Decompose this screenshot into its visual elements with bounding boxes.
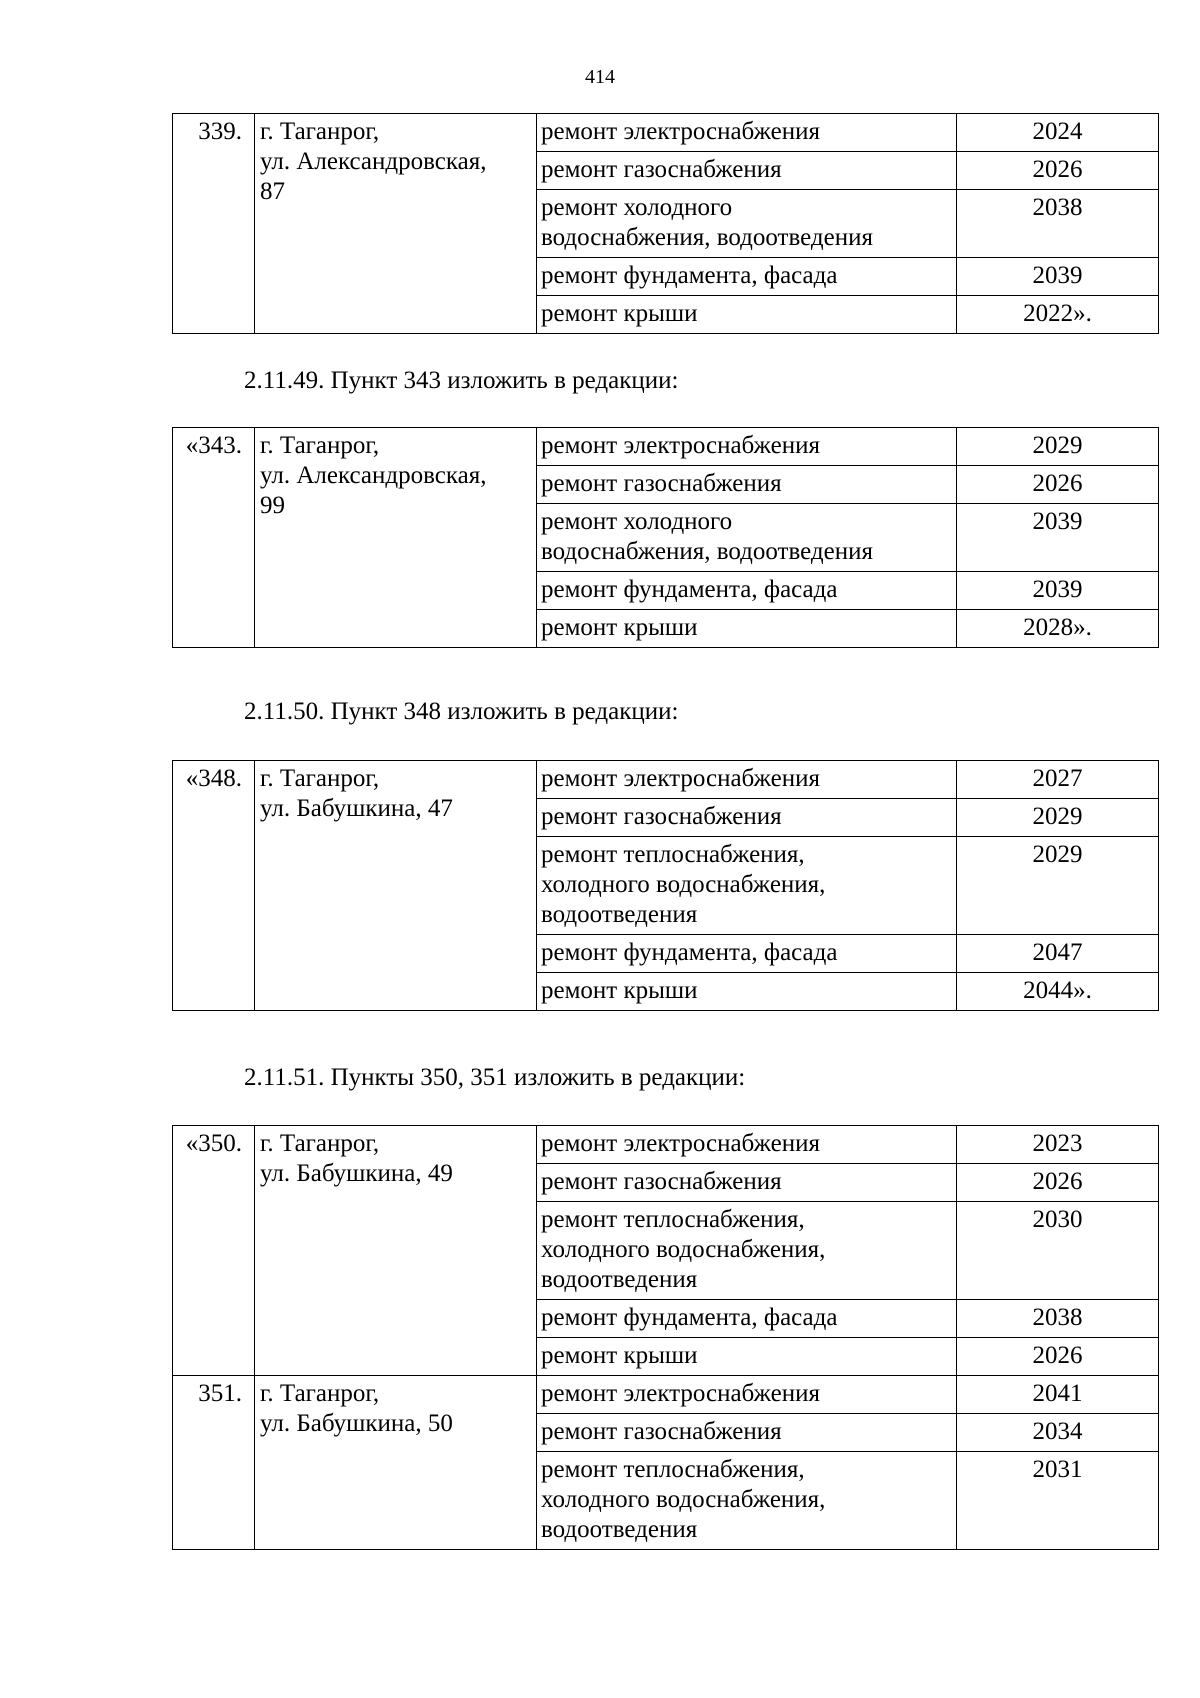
- item-number: «343.: [173, 428, 255, 648]
- work-type-cell: [537, 1300, 957, 1338]
- address-line: ул. Бабушкина, 50: [260, 1410, 453, 1437]
- repair-year: 2026: [957, 466, 1159, 504]
- repair-year: 2026: [957, 1164, 1159, 1202]
- work-type-cell: [537, 1414, 957, 1452]
- work-type-cell: [537, 1452, 957, 1550]
- work-type-cell: [537, 572, 957, 610]
- work-type-line: ремонт крыши: [541, 1342, 698, 1369]
- repair-year: 2041: [957, 1376, 1159, 1414]
- work-type-cell: [537, 258, 957, 296]
- work-type-line: ремонт электроснабжения: [541, 765, 820, 792]
- address-line: ул. Александровская,: [260, 148, 487, 175]
- table-row: [173, 761, 1159, 799]
- work-type-line: ремонт холодного: [541, 508, 733, 535]
- address-line: 99: [260, 492, 285, 519]
- work-type-cell: [537, 1202, 957, 1300]
- table-row: [173, 1376, 1159, 1414]
- work-type-line: ремонт фундамента, фасада: [541, 939, 838, 966]
- table-row: [173, 1126, 1159, 1164]
- repair-year: 2031: [957, 1452, 1159, 1550]
- item-number: «348.: [173, 761, 255, 1011]
- work-type-cell: [537, 799, 957, 837]
- repair-year: 2026: [957, 152, 1159, 190]
- work-type-line: водоснабжения, водоотведения: [541, 538, 873, 565]
- repair-year: 2044».: [957, 973, 1159, 1011]
- repair-schedule-table: [172, 113, 1159, 334]
- work-type-cell: [537, 973, 957, 1011]
- address-line: г. Таганрог,: [260, 1130, 380, 1157]
- work-type-line: ремонт фундамента, фасада: [541, 1304, 838, 1331]
- address-line: 87: [260, 178, 285, 205]
- work-type-cell: [537, 837, 957, 935]
- work-type-line: ремонт газоснабжения: [541, 803, 782, 830]
- work-type-line: ремонт электроснабжения: [541, 432, 820, 459]
- address-line: г. Таганрог,: [260, 432, 380, 459]
- repair-year: 2023: [957, 1126, 1159, 1164]
- work-type-line: холодного водоснабжения,: [541, 871, 826, 898]
- work-type-cell: [537, 190, 957, 258]
- repair-year: 2038: [957, 190, 1159, 258]
- address-cell: [255, 1376, 537, 1550]
- work-type-cell: [537, 466, 957, 504]
- address-line: ул. Бабушкина, 47: [260, 795, 453, 822]
- work-type-line: водоотведения: [541, 1266, 698, 1293]
- work-type-cell: [537, 761, 957, 799]
- address-line: г. Таганрог,: [260, 765, 380, 792]
- address-cell: [255, 428, 537, 648]
- work-type-line: ремонт фундамента, фасада: [541, 576, 838, 603]
- work-type-cell: [537, 152, 957, 190]
- repair-schedule-table: [172, 1125, 1159, 1550]
- page-number: 414: [585, 66, 615, 88]
- work-type-line: ремонт крыши: [541, 300, 698, 327]
- work-type-cell: [537, 1338, 957, 1376]
- work-type-line: ремонт газоснабжения: [541, 470, 782, 497]
- work-type-line: ремонт фундамента, фасада: [541, 262, 838, 289]
- paragraph-heading: 2.11.50. Пункт 348 изложить в редакции:: [244, 698, 679, 725]
- work-type-cell: [537, 1376, 957, 1414]
- repair-year: 2047: [957, 935, 1159, 973]
- repair-year: 2024: [957, 114, 1159, 152]
- repair-schedule-table: [172, 760, 1159, 1011]
- work-type-cell: [537, 428, 957, 466]
- repair-year: 2039: [957, 258, 1159, 296]
- work-type-cell: [537, 296, 957, 334]
- work-type-line: ремонт крыши: [541, 614, 698, 641]
- work-type-line: водоснабжения, водоотведения: [541, 224, 873, 251]
- repair-year: 2028».: [957, 610, 1159, 648]
- repair-year: 2029: [957, 428, 1159, 466]
- repair-year: 2039: [957, 572, 1159, 610]
- work-type-line: ремонт газоснабжения: [541, 156, 782, 183]
- repair-year: 2039: [957, 504, 1159, 572]
- repair-year: 2030: [957, 1202, 1159, 1300]
- table-row: [173, 428, 1159, 466]
- address-line: ул. Бабушкина, 49: [260, 1160, 453, 1187]
- work-type-line: ремонт теплоснабжения,: [541, 1456, 805, 1483]
- work-type-line: холодного водоснабжения,: [541, 1486, 826, 1513]
- work-type-line: ремонт теплоснабжения,: [541, 1206, 805, 1233]
- work-type-cell: [537, 504, 957, 572]
- repair-year: 2029: [957, 837, 1159, 935]
- repair-year: 2029: [957, 799, 1159, 837]
- address-line: ул. Александровская,: [260, 462, 487, 489]
- work-type-line: ремонт электроснабжения: [541, 1130, 820, 1157]
- repair-year: 2034: [957, 1414, 1159, 1452]
- work-type-cell: [537, 1126, 957, 1164]
- work-type-line: ремонт теплоснабжения,: [541, 841, 805, 868]
- address-line: г. Таганрог,: [260, 118, 380, 145]
- work-type-cell: [537, 610, 957, 648]
- work-type-cell: [537, 935, 957, 973]
- work-type-line: ремонт крыши: [541, 977, 698, 1004]
- work-type-line: холодного водоснабжения,: [541, 1236, 826, 1263]
- work-type-line: водоотведения: [541, 901, 698, 928]
- item-number: «350.: [173, 1126, 255, 1376]
- item-number: 351.: [173, 1376, 255, 1550]
- work-type-line: ремонт электроснабжения: [541, 118, 820, 145]
- work-type-line: ремонт холодного: [541, 194, 733, 221]
- address-line: г. Таганрог,: [260, 1380, 380, 1407]
- table-row: [173, 114, 1159, 152]
- repair-year: 2026: [957, 1338, 1159, 1376]
- item-number: 339.: [173, 114, 255, 334]
- address-cell: [255, 761, 537, 1011]
- work-type-line: водоотведения: [541, 1516, 698, 1543]
- work-type-line: ремонт газоснабжения: [541, 1168, 782, 1195]
- address-cell: [255, 1126, 537, 1376]
- work-type-cell: [537, 114, 957, 152]
- repair-year: 2027: [957, 761, 1159, 799]
- work-type-line: ремонт электроснабжения: [541, 1380, 820, 1407]
- work-type-cell: [537, 1164, 957, 1202]
- address-cell: [255, 114, 537, 334]
- paragraph-heading: 2.11.49. Пункт 343 изложить в редакции:: [244, 367, 679, 394]
- paragraph-heading: 2.11.51. Пункты 350, 351 изложить в редакции:: [244, 1064, 746, 1091]
- repair-year: 2038: [957, 1300, 1159, 1338]
- repair-year: 2022».: [957, 296, 1159, 334]
- repair-schedule-table: [172, 427, 1159, 648]
- work-type-line: ремонт газоснабжения: [541, 1418, 782, 1445]
